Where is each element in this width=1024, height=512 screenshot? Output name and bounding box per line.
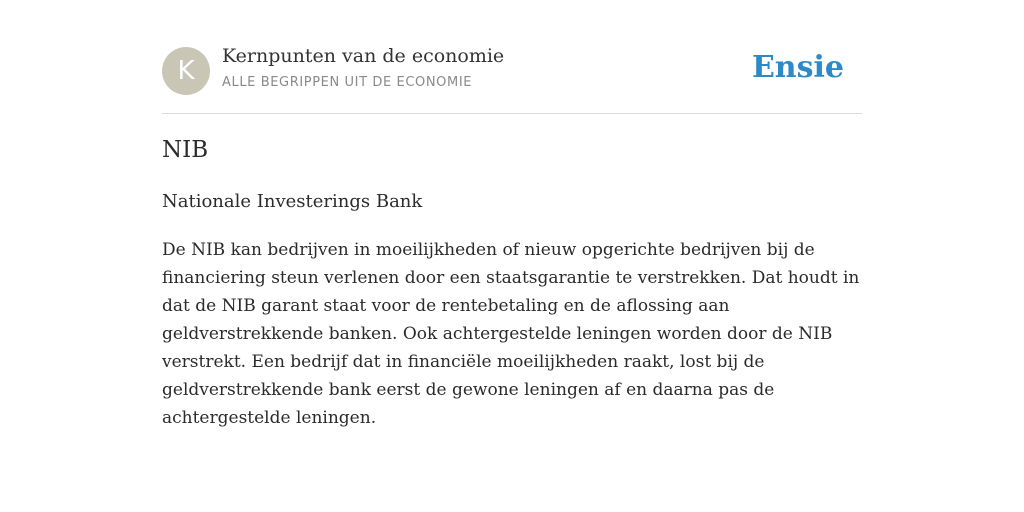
ensie-logo[interactable]: Ensie bbox=[751, 50, 844, 85]
long-definition: De NIB kan bedrijven in moeilijkheden of nieuw opgerichte bedrijven bij de financiering steun verlenen door een staatsgarantie te verstrekken. Dat houdt in dat de NIB garant staat voor de rentebetaling en de aflossing aan geldverstrekkende banken. Ook achtergestelde leningen worden door de NIB verstrekt. Een bedrijf dat in financiële moeilijkheden raakt, lost bij de geldverstrekkende bank eerst de gewone leningen af en daarna pas de achtergestelde leningen. bbox=[162, 240, 860, 428]
collection-subtitle: ALLE BEGRIPPEN UIT DE ECONOMIE bbox=[222, 75, 473, 90]
avatar[interactable]: K bbox=[162, 47, 210, 95]
collection-title[interactable]: Kernpunten van de economie bbox=[222, 45, 505, 67]
page bbox=[162, 0, 862, 428]
header bbox=[162, 0, 862, 114]
short-definition: Nationale Investerings Bank bbox=[162, 191, 423, 212]
term-title: NIB bbox=[162, 137, 209, 163]
